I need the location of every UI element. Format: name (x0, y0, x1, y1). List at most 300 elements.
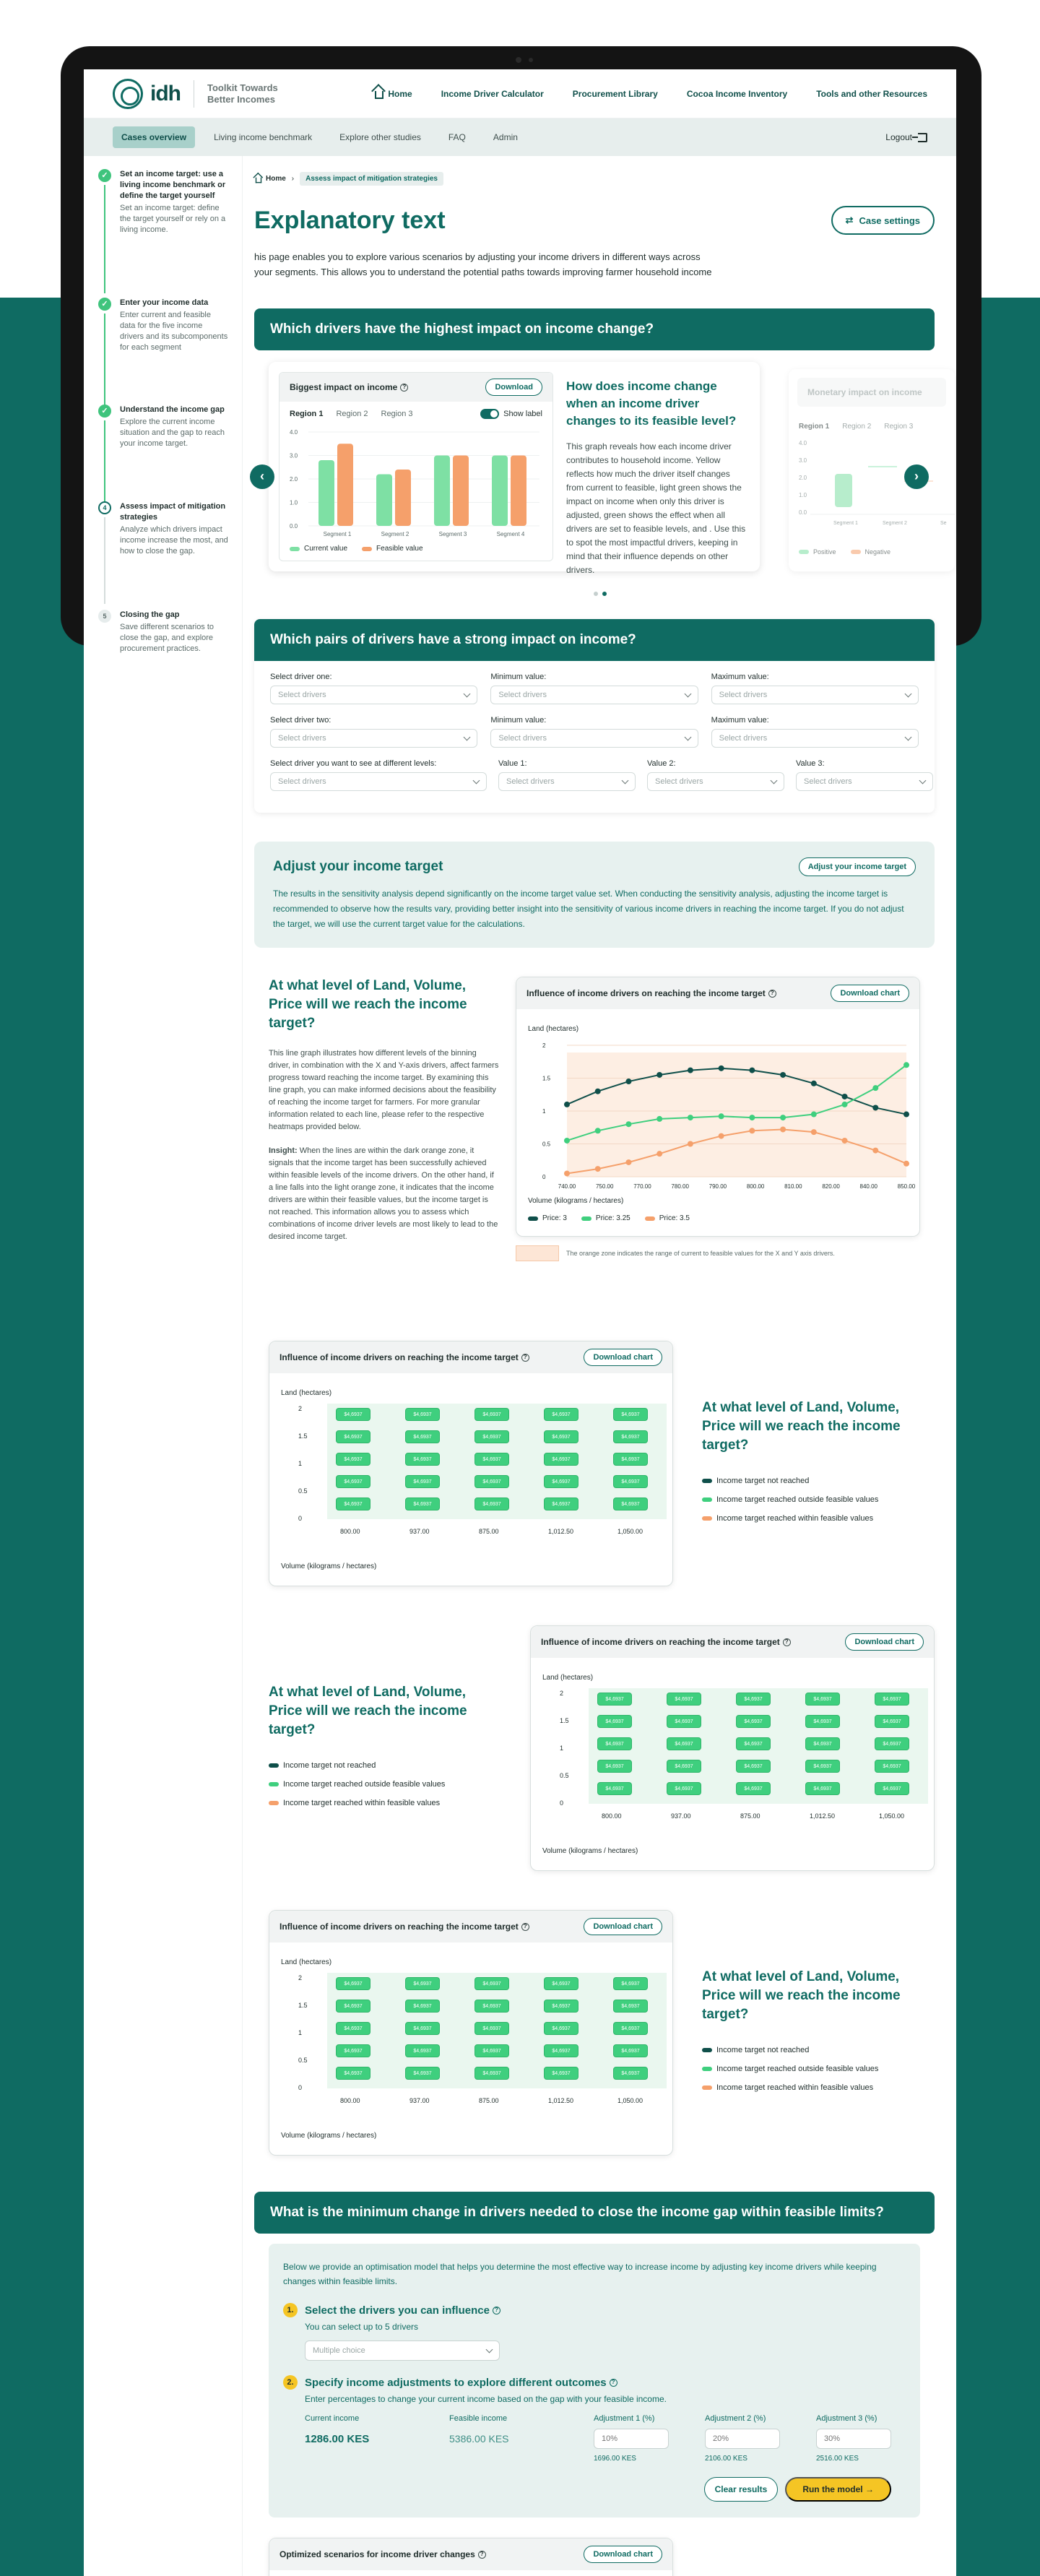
data-point (595, 1089, 601, 1094)
heatmap-cell: $4,6937 (875, 1782, 909, 1795)
carousel-prev-button[interactable]: ‹ (250, 464, 274, 489)
y-axis-label: Land (hectares) (528, 1025, 579, 1033)
y-tick: 1.5 (560, 1717, 569, 1724)
heatmap-section-3 (254, 1910, 935, 2163)
arrow-right-icon: → (865, 2484, 874, 2494)
heatmap-cell: $4,6937 (544, 2000, 578, 2013)
heatmap-cell: $4,6937 (544, 1475, 578, 1488)
y-axis-label: Land (hectares) (281, 1389, 332, 1397)
feasible-zone (567, 1053, 906, 1177)
section-heading-driver-pairs: Which pairs of drivers have a strong impact on income? (254, 619, 935, 661)
x-tick: 937.00 (410, 2097, 430, 2104)
heatmap-cell: $4,6937 (405, 1408, 440, 1421)
chevron-down-icon (622, 777, 629, 785)
heatmap-cell: $4,6937 (597, 1693, 632, 1706)
heatmap-cell: $4,6937 (474, 2044, 509, 2057)
adjustment-input-2[interactable] (705, 2429, 780, 2449)
region-tab-1[interactable]: Region 1 (290, 410, 324, 418)
adjustment-input-1[interactable] (594, 2429, 669, 2449)
download-button[interactable]: Download (485, 379, 542, 396)
data-point (656, 1116, 662, 1122)
chevron-down-icon (684, 734, 691, 741)
line-chart-svg (516, 1035, 921, 1209)
heatmap-cell: $4,6937 (544, 1453, 578, 1466)
data-point (719, 1133, 724, 1139)
heatmap-cell: $4,6937 (667, 1693, 701, 1706)
heatmap-cell: $4,6937 (613, 2044, 648, 2057)
data-point (872, 1085, 878, 1091)
nav-procurement-library[interactable]: Procurement Library (572, 88, 658, 99)
driver-field-row3-0: Select driver you want to see at different levels: Select drivers (270, 759, 487, 791)
step-1[interactable]: ✓ Set an income target: use a living income benchmark or define the target yourself Set an income target: define the target yourself or rely on a living income. (98, 169, 228, 235)
driver-field-row1-1: Minimum value: Select drivers (490, 673, 698, 704)
y-tick: 0.5 (298, 2057, 308, 2064)
heatmap-cell: $4,6937 (613, 2022, 648, 2035)
adjustment-label: Adjustment 1 (%) (594, 2414, 655, 2423)
data-point (811, 1081, 817, 1086)
heatmap-card: Influence of income drivers on reaching the income target ? Download chart Land (hectares) $4,6937 $4,6937 $4,6937 $4,6937 $4,6937 $4,6937 $4,6937 $4,6937 $4,6937 $4,6937 $4,6937 $4,6937 $4,6937 $4,6937 $4,6937 $4,6937 $4,6937 $4,6937 $4,6937 $4,6937 $4,6937 $4,6937 $4,6937 $4,6937 $4,6937 2 1.5 1 0.5 0 800.00 937.00 875.00 1,012.50 1,050.00 Volume (kilograms / hectares) (269, 1341, 673, 1586)
current-income-value: 1286.00 KES (305, 2433, 370, 2445)
data-point (656, 1072, 662, 1078)
x-tick: 875.00 (479, 1528, 499, 1535)
data-point (872, 1148, 878, 1154)
main-nav (375, 89, 927, 99)
y-tick: 1.5 (298, 1432, 308, 1440)
x-tick: 800.00 (340, 1528, 360, 1535)
heatmap-cell: $4,6937 (597, 1760, 632, 1773)
check-icon: ✓ (98, 298, 111, 311)
driver-field-row1-2-select[interactable]: Select drivers (711, 686, 919, 704)
heatmap-cell: $4,6937 (405, 2067, 440, 2080)
segment-label: Se (940, 521, 947, 526)
heatmap-cell: $4,6937 (544, 2022, 578, 2035)
info-icon: ? (478, 2551, 486, 2559)
optimisation-lead: Below we provide an optimisation model that helps you determine the most effective way to increase income by adjusting key income drivers while keeping changes within feasible limits. (283, 2262, 877, 2286)
heatmap-section-1 (254, 1341, 935, 1594)
y-tick: 0 (298, 1515, 303, 1522)
logout-button[interactable]: Logout (885, 132, 927, 142)
heatmap-cell: $4,6937 (805, 1737, 840, 1750)
data-point (625, 1079, 631, 1084)
logo-tagline-1: Toolkit Towards (207, 82, 278, 93)
segment-label: Segment 2 (883, 521, 907, 526)
x-axis-label: Volume (kilograms / hectares) (528, 1197, 624, 1205)
chevron-down-icon (905, 734, 912, 741)
line-chart-card: Influence of income drivers on reaching the income target ? Download chart Land (hectares) 0 0.5 1 1.5 2 740.00 750.00 770.00 780.00 790.00 800.00 810.00 820.00 840.00 850.00 Volume (kilograms / hectares) Price: 3 Price: 3.25 Price: 3.5 (516, 977, 920, 1237)
driver-pairs-panel (254, 619, 935, 813)
info-icon: ? (521, 1923, 529, 1931)
heatmap-cell: $4,6937 (474, 1408, 509, 1421)
line-section-insight: When the lines are within the dark orange zone, it signals that the income target has been successfully achieved within feasible levels of the income drivers. On the other hand, if a line falls into the light orange zone, it indicates that the income drivers are within their feasible values, but the income target is not reached. This information allows you to assess which combinations of income driver levels are most likely to lead to the desired income target. (269, 1146, 498, 1241)
chevron-down-icon (473, 777, 480, 785)
driver-field-row2-2-select[interactable]: Select drivers (711, 729, 919, 748)
x-tick: 800.00 (602, 1812, 622, 1820)
svg-text:4.0: 4.0 (799, 440, 807, 446)
heatmap-card: Influence of income drivers on reaching the income target ? Download chart Land (hectares) $4,6937 $4,6937 $4,6937 $4,6937 $4,6937 $4,6937 $4,6937 $4,6937 $4,6937 $4,6937 $4,6937 $4,6937 $4,6937 $4,6937 $4,6937 $4,6937 $4,6937 $4,6937 $4,6937 $4,6937 $4,6937 $4,6937 $4,6937 $4,6937 $4,6937 2 1.5 1 0.5 0 800.00 937.00 875.00 1,012.50 1,050.00 Volume (kilograms / hectares) (269, 1910, 673, 2156)
current-income-label: Current income (305, 2414, 360, 2423)
driver-field-row1-1-select[interactable]: Select drivers (490, 686, 698, 704)
adjustment-label: Adjustment 2 (%) (705, 2414, 766, 2423)
toggle-switch-icon (480, 409, 499, 419)
heatmap-cell: $4,6937 (336, 1475, 370, 1488)
data-point (749, 1068, 755, 1073)
page-intro: his page enables you to explore various scenarios by adjusting your income drivers in different ways across your segments. This allows you to understand the potential paths towards improving farmer household income (254, 251, 712, 277)
x-tick: 1,012.50 (548, 1528, 574, 1535)
nav-home[interactable]: Home (375, 89, 412, 99)
section-heading-optimisation: What is the minimum change in drivers needed to close the income gap within feasible limits? (254, 2192, 935, 2234)
driver-field-row1-2: Maximum value: Select drivers (711, 673, 919, 704)
x-tick: 810.00 (784, 1183, 802, 1190)
nav-tools-resources[interactable]: Tools and other Resources (816, 88, 927, 99)
adjust-income-target-button[interactable]: Adjust your income target (799, 857, 916, 876)
info-icon: ? (400, 384, 408, 392)
y-tick: 1 (542, 1108, 546, 1115)
chevron-down-icon (464, 691, 471, 698)
download-chart-button[interactable]: Download chart (584, 1918, 662, 1935)
legend-reached-outside: Income target reached outside feasible values (702, 1495, 919, 1504)
heatmap-cell: $4,6937 (474, 2000, 509, 2013)
driver-field-row2-1: Minimum value: Select drivers (490, 716, 698, 748)
x-tick: 780.00 (671, 1183, 689, 1190)
bar-current (376, 475, 392, 527)
x-tick: 1,050.00 (618, 1528, 644, 1535)
breadcrumb-home[interactable]: Home (254, 174, 286, 184)
heatmap-cell: $4,6937 (544, 1430, 578, 1443)
step-number-5: 5 (98, 610, 111, 623)
adjustment-label: Adjustment 3 (%) (816, 2414, 878, 2423)
heatmap-cell: $4,6937 (405, 1977, 440, 1990)
data-point (842, 1102, 848, 1107)
info-icon: ? (493, 2307, 500, 2314)
x-tick: 820.00 (822, 1183, 840, 1190)
data-point (749, 1128, 755, 1133)
impact-card (269, 362, 760, 575)
carousel-dot-1[interactable] (594, 592, 598, 596)
page-title: Explanatory text (254, 206, 446, 234)
orange-zone-swatch (516, 1245, 559, 1261)
heatmap-cell: $4,6937 (544, 1977, 578, 1990)
data-point (688, 1141, 693, 1147)
driver-field-row2-0-select[interactable]: Select drivers (270, 729, 477, 748)
logo-text: idh (150, 81, 181, 105)
heatmap-cell: $4,6937 (875, 1737, 909, 1750)
tab-explore-other-studies[interactable]: Explore other studies (339, 132, 421, 142)
heatmap-cell: $4,6937 (336, 1453, 370, 1466)
optimisation-section (254, 2192, 935, 2576)
heatmap-cell: $4,6937 (474, 2022, 509, 2035)
heatmap-cell: $4,6937 (613, 1430, 648, 1443)
y-tick: 1.5 (298, 2002, 308, 2009)
download-chart-button[interactable]: Download chart (584, 1349, 662, 1366)
step-number-4: 4 (98, 501, 111, 514)
y-axis-label: Land (hectares) (542, 1674, 594, 1682)
region-tab-2[interactable]: Region 2 (336, 410, 368, 418)
heatmap-cell: $4,6937 (544, 1408, 578, 1421)
data-point (625, 1121, 631, 1127)
heatmap-cell: $4,6937 (805, 1715, 840, 1728)
heatmap-cell: $4,6937 (736, 1737, 771, 1750)
y-tick: 0.5 (542, 1141, 551, 1148)
logo-tagline-2: Better Incomes (207, 93, 275, 105)
nav-income-driver-calculator[interactable]: Income Driver Calculator (441, 88, 544, 99)
bar-feasible (337, 444, 353, 526)
data-point (780, 1072, 786, 1078)
show-label-toggle[interactable]: Show label (480, 409, 542, 419)
heatmap-cell: $4,6937 (597, 1737, 632, 1750)
y-tick: 3.0 (290, 452, 298, 459)
svg-text:1.0: 1.0 (799, 492, 807, 498)
home-icon (375, 91, 384, 99)
line-section-title: At what level of Land, Volume, Price will we reach the income target? (269, 978, 467, 1031)
data-point (625, 1159, 631, 1165)
y-tick: 2.0 (290, 476, 298, 483)
data-point (564, 1138, 570, 1144)
region-tab-3[interactable]: Region 3 (381, 410, 413, 418)
x-tick: 937.00 (671, 1812, 691, 1820)
y-tick: 0 (298, 2084, 303, 2091)
chart-title: Biggest impact on income (290, 382, 398, 392)
driver-field-row3-2-select[interactable]: Select drivers (647, 772, 784, 791)
data-point (780, 1115, 786, 1120)
info-icon: ? (783, 1638, 791, 1646)
heatmap-cell: $4,6937 (613, 1475, 648, 1488)
y-tick: 1 (560, 1745, 564, 1752)
feasible-income-label: Feasible income (449, 2414, 508, 2423)
tab-admin[interactable]: Admin (493, 132, 518, 142)
legend-price-3-25: Price: 3.25 (581, 1214, 630, 1222)
x-axis-label: Volume (kilograms / hectares) (281, 2132, 377, 2140)
segment-label: Segment 1 (833, 521, 858, 526)
x-tick: 770.00 (633, 1183, 651, 1190)
download-chart-button[interactable]: Download chart (584, 2546, 662, 2563)
x-tick: 790.00 (708, 1183, 727, 1190)
legend-current: Current value (290, 545, 347, 553)
heatmap-side-title: At what level of Land, Volume, Price will we reach the income target? (269, 1685, 467, 1737)
heatmap-cell: $4,6937 (405, 1453, 440, 1466)
breadcrumb-current: Assess impact of mitigation strategies (300, 172, 443, 186)
target-title: Adjust your income target (273, 859, 443, 874)
driver-field-row2-2: Maximum value: Select drivers (711, 716, 919, 748)
driver-field-row3-1-select[interactable]: Select drivers (498, 772, 636, 791)
optimized-scenarios-card: Optimized scenarios for income driver changes ? Download chart (269, 2538, 673, 2576)
x-tick: 1,012.50 (810, 1812, 836, 1820)
y-tick: 2 (560, 1690, 564, 1697)
heatmap-cell: $4,6937 (405, 2022, 440, 2035)
y-tick: 2 (542, 1042, 546, 1049)
case-settings-button[interactable]: ⇄ Case settings (831, 206, 935, 235)
heatmap-cell: $4,6937 (613, 1453, 648, 1466)
bar-current (434, 456, 450, 527)
heatmap-cell: $4,6937 (544, 2067, 578, 2080)
x-tick: 937.00 (410, 1528, 430, 1535)
x-tick: 875.00 (740, 1812, 760, 1820)
heatmap-cell: $4,6937 (875, 1693, 909, 1706)
heatmap-cell: $4,6937 (805, 1760, 840, 1773)
logo-mark-icon (113, 79, 143, 109)
bar-current (318, 460, 334, 526)
y-tick: 1 (298, 1460, 303, 1467)
y-axis-label: Land (hectares) (281, 1958, 332, 1966)
info-icon: ? (521, 1354, 529, 1362)
heatmap-cell: $4,6937 (474, 1453, 509, 1466)
legend-not-reached: Income target not reached (269, 1761, 485, 1770)
top-header (84, 69, 956, 118)
info-icon: ? (610, 2379, 618, 2387)
home-icon (256, 177, 261, 183)
step-2[interactable]: ✓ Enter your income data Enter current and feasible data for the five income drivers and its subcomponents for each segment (98, 298, 228, 353)
data-point (842, 1094, 848, 1099)
data-point (719, 1113, 724, 1119)
download-chart-button[interactable]: Download chart (845, 1633, 924, 1651)
heatmap-cell: $4,6937 (405, 1430, 440, 1443)
chevron-down-icon (464, 734, 471, 741)
drivers-multiselect[interactable]: Multiple choice (305, 2341, 500, 2361)
bar-feasible (511, 456, 526, 527)
main-content (254, 156, 947, 2576)
nav-cocoa-income-inventory[interactable]: Cocoa Income Inventory (686, 88, 788, 99)
adjustment-result: 2106.00 KES (705, 2455, 748, 2463)
heatmap-cell: $4,6937 (474, 1430, 509, 1443)
y-tick: 2 (298, 1405, 303, 1412)
adjustment-result: 1696.00 KES (594, 2455, 636, 2463)
card-text-title: How does income change when an income driver changes to its feasible level? (566, 379, 737, 428)
driver-field-row3-0-select[interactable]: Select drivers (270, 772, 487, 791)
data-point (595, 1128, 601, 1133)
x-tick: Segment 2 (381, 531, 410, 537)
data-point (904, 1062, 909, 1068)
logo[interactable] (113, 79, 278, 109)
data-point (595, 1166, 601, 1172)
driver-field-row2-1-select[interactable]: Select drivers (490, 729, 698, 748)
data-point (719, 1066, 724, 1071)
heatmap-cell: $4,6937 (336, 2044, 370, 2057)
heatmap-cell: $4,6937 (613, 1497, 648, 1510)
x-tick: 750.00 (595, 1183, 614, 1190)
heatmap-cell: $4,6937 (667, 1760, 701, 1773)
driver-field-row2-0: Select driver two: Select drivers (270, 716, 477, 748)
y-tick: 0 (560, 1799, 564, 1807)
heatmap-cell: $4,6937 (405, 1475, 440, 1488)
settings-sliders-icon: ⇄ (845, 215, 854, 225)
heatmap-cell: $4,6937 (405, 1497, 440, 1510)
data-point (688, 1068, 693, 1073)
y-tick: 4.0 (290, 429, 298, 436)
x-tick: 740.00 (558, 1183, 576, 1190)
driver-field-row1-0: Select driver one: Select drivers (270, 673, 477, 704)
heatmap-cell: $4,6937 (875, 1715, 909, 1728)
driver-field-row3-1: Value 1: Select drivers (498, 759, 636, 791)
driver-field-row1-0-select[interactable]: Select drivers (270, 686, 477, 704)
data-point (872, 1105, 878, 1110)
svg-text:0.0: 0.0 (799, 509, 807, 516)
heatmap-cell: $4,6937 (736, 1760, 771, 1773)
section-heading-drivers-impact: Which drivers have the highest impact on income change? (254, 308, 935, 350)
x-tick: 875.00 (479, 2097, 499, 2104)
y-tick: 0.5 (560, 1772, 569, 1779)
y-tick: 0.0 (290, 523, 298, 530)
clear-results-button[interactable]: Clear results (704, 2477, 779, 2502)
adjust-income-target-panel (254, 842, 935, 948)
data-point (904, 1112, 909, 1118)
heatmap-cell: $4,6937 (805, 1693, 840, 1706)
legend-reached-within: Income target reached within feasible values (702, 2083, 919, 2092)
tab-living-income-benchmark[interactable]: Living income benchmark (214, 132, 313, 142)
y-tick: 1.0 (290, 499, 298, 506)
x-tick: Segment 4 (496, 531, 525, 537)
tab-faq[interactable]: FAQ (448, 132, 466, 142)
chevron-down-icon (684, 691, 691, 698)
x-axis-label: Volume (kilograms / hectares) (542, 1847, 638, 1855)
chevron-down-icon (771, 777, 778, 785)
step-5[interactable]: 5 Closing the gap Save different scenarios to close the gap, and explore procurement practices. (98, 610, 228, 654)
carousel-dot-2[interactable] (602, 592, 607, 596)
heatmap-cell: $4,6937 (336, 1430, 370, 1443)
heatmap-cell: $4,6937 (667, 1737, 701, 1750)
heatmap-cell: $4,6937 (667, 1715, 701, 1728)
check-icon: ✓ (98, 405, 111, 418)
driver-field-row3-3-select[interactable]: Select drivers (796, 772, 933, 791)
chevron-down-icon (905, 691, 912, 698)
svg-text:3.0: 3.0 (799, 457, 807, 464)
x-tick: 800.00 (746, 1183, 765, 1190)
data-point (842, 1138, 848, 1144)
step-4[interactable]: 4 Assess impact of mitigation strategies Analyze which drivers impact income increase the most, and how to close the gap. (98, 501, 228, 557)
heatmap-cell: $4,6937 (336, 1408, 370, 1421)
data-point (688, 1115, 693, 1120)
step-3[interactable]: ✓ Understand the income gap Explore the current income situation and the gap to reach your income target. (98, 405, 228, 449)
sub-nav (84, 118, 956, 156)
info-icon: ? (768, 990, 776, 998)
heatmap-side-title: At what level of Land, Volume, Price will we reach the income target? (702, 1969, 901, 2022)
heatmap-cell: $4,6937 (613, 1408, 648, 1421)
heatmap-cell: $4,6937 (736, 1715, 771, 1728)
data-point (564, 1102, 570, 1107)
run-model-button[interactable]: Run the model → (785, 2477, 891, 2502)
data-point (811, 1129, 817, 1135)
x-tick: 1,050.00 (618, 2097, 644, 2104)
x-tick: 840.00 (859, 1183, 878, 1190)
line-chart-section: At what level of Land, Volume, Price will we reach the income target? This line graph illustrates how different levels of the binning driver, in combination with the X and Y-axis drivers, affect farmers progress toward reaching the income target. By examining this line graph, you can make informed decisions about the feasibility of reaching the income target for farmers. For more granular information related to each line, please refer to the respective heatmaps provided below. Insight: When the lines are within the dark orange zone, it signals that the income target has been successfully achieved within feasible levels of the income drivers. On the other hand, if a line falls into the light orange zone, it indicates that the income drivers are within their feasible values, but the income target is not reached. This information allows you to assess which combinations of income driver levels are most likely to lead to the desired income target. Influence of income drivers on reaching the income target ? Download chart Land (hectares) 0 0.5 1 1.5 2 740.00 750.00 770.00 780.00 790.00 800.00 810.00 820.00 840.00 850.00 Volume (kilograms / hectares) Price: 3 Price: 3.25 Price: 3.5 The orange zone indicates the range of current to feasible values for the X and Y axis drivers. (254, 977, 935, 1309)
card-text-body: This graph reveals how each income driver contributes to household income. Yellow reflects how much the driver itself changes from current to feasible, light green shows the impact on income when only this driver is adjusted, green shows the effect when all drivers are set to feasible levels, and . Use this to spot the most impactful drivers, keeping in mind that their influence depends on other drivers. (566, 441, 746, 575)
x-axis-label: Volume (kilograms / hectares) (281, 1563, 377, 1570)
heatmap-cell: $4,6937 (336, 1977, 370, 1990)
bar-chart-svg (280, 425, 552, 555)
chevron-down-icon (486, 2346, 493, 2354)
carousel-next-button[interactable]: › (904, 464, 929, 489)
legend-not-reached: Income target not reached (702, 1477, 919, 1485)
heatmap-section-2 (254, 1625, 935, 1878)
tab-cases-overview[interactable]: Cases overview (113, 126, 195, 148)
heatmap-cell: $4,6937 (474, 1977, 509, 1990)
target-text: The results in the sensitivity analysis depend significantly on the income target value set. When conducting the sensitivity analysis, adjusting the income target is recommended to observe how the results vary, providing better insight into the sensitivity of various income drivers in reaching the income target. If you do not adjust the target, we will use the current target value for the calculations. (273, 889, 904, 929)
data-point (780, 1126, 786, 1132)
heatmap-cell: $4,6937 (405, 2044, 440, 2057)
breadcrumb: Home › Assess impact of mitigation strategies (254, 172, 935, 186)
heatmap-cell: $4,6937 (474, 2067, 509, 2080)
check-icon: ✓ (98, 169, 111, 182)
data-point (811, 1112, 817, 1118)
legend-reached-within: Income target reached within feasible values (702, 1514, 919, 1523)
heatmap-cell: $4,6937 (805, 1782, 840, 1795)
chevron-down-icon (919, 777, 927, 785)
y-tick: 0 (542, 1174, 546, 1180)
bar-feasible (395, 470, 411, 526)
x-tick: Segment 3 (438, 531, 467, 537)
x-tick: 1,050.00 (879, 1812, 905, 1820)
download-chart-button[interactable]: Download chart (831, 985, 909, 1002)
adjustment-input-3[interactable] (816, 2429, 891, 2449)
driver-field-row3-2: Value 2: Select drivers (647, 759, 784, 791)
